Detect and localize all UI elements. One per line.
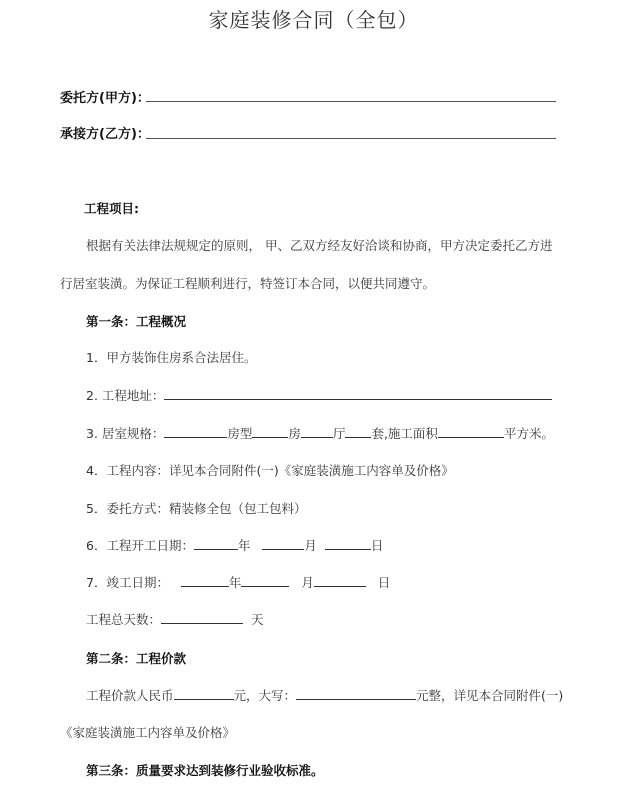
total-days-label: 工程总天数： [86, 612, 162, 627]
item-6-label: 6．工程开工日期： [86, 538, 194, 553]
document-title: 家庭装修合同（全包） [208, 8, 419, 32]
address-blank[interactable] [164, 388, 552, 400]
item-3-text-rooms: 房 [288, 426, 301, 441]
price-text-words: 元，大写： [233, 688, 297, 703]
item-3 [86, 424, 554, 442]
price-line [86, 686, 563, 704]
price-text-annex: 元整，详见本合同附件(一) [416, 688, 564, 703]
suites-blank[interactable] [345, 426, 371, 438]
party-b-blank[interactable] [146, 137, 556, 139]
item-6 [86, 536, 383, 554]
item-6-month: 月 [304, 538, 317, 553]
total-days-unit: 天 [250, 612, 264, 627]
item-7 [86, 573, 390, 591]
item-3-text-layout: 房型 [227, 426, 253, 441]
item-7-label: 7．竣工日期： [86, 575, 169, 590]
rooms-blank[interactable] [252, 426, 288, 438]
item-3-text-area: 套,施工面积 [371, 426, 438, 441]
article-3-heading: 第三条：质量要求达到装修行业验收标准。 [86, 763, 324, 778]
item-2-label: 2. 工程地址： [86, 388, 165, 403]
price-line-continued: 《家庭装潢施工内容单及价格》 [60, 725, 236, 740]
start-day-blank[interactable] [325, 538, 371, 550]
total-days [86, 610, 263, 628]
item-5: 5．委托方式：精装修全包（包工包料） [86, 501, 307, 516]
item-7-day: 日 [377, 575, 391, 590]
layout-blank[interactable] [164, 426, 227, 438]
item-6-year: 年 [237, 538, 251, 553]
end-day-blank[interactable] [314, 575, 366, 587]
item-6-day: 日 [370, 538, 384, 553]
item-3-label: 3. 居室规格： [86, 426, 165, 441]
intro-line-1: 根据有关法律法规规定的原则， 甲、乙双方经友好洽谈和协商，甲方决定委托乙方进 [86, 238, 553, 253]
start-month-blank[interactable] [262, 538, 304, 550]
article-1-heading: 第一条：工程概况 [86, 314, 187, 329]
item-4: 4．工程内容：详见本合同附件(一)《家庭装潢施工内容单及价格》 [86, 463, 454, 478]
party-b-label: 承接方(乙方)： [60, 127, 150, 142]
item-7-year: 年 [228, 575, 242, 590]
article-2-heading: 第二条：工程价款 [86, 651, 187, 666]
item-3-text-halls: 厅 [332, 426, 346, 441]
total-days-blank[interactable] [161, 612, 243, 624]
price-words-blank[interactable] [296, 688, 416, 700]
item-2 [86, 386, 552, 404]
start-year-blank[interactable] [194, 538, 238, 550]
price-number-blank[interactable] [174, 688, 234, 700]
party-a-blank[interactable] [146, 100, 556, 102]
end-year-blank[interactable] [181, 575, 229, 587]
intro-line-2: 行居室装潢。为保证工程顺利进行，特签订本合同，以便共同遵守。 [60, 276, 436, 291]
item-7-month: 月 [301, 575, 314, 590]
halls-blank[interactable] [301, 426, 333, 438]
item-3-text-unit: 平方米。 [503, 426, 554, 441]
project-heading: 工程项目: [84, 201, 139, 216]
item-1: 1．甲方装饰住房系合法居住。 [86, 350, 257, 365]
end-month-blank[interactable] [241, 575, 289, 587]
party-a-label: 委托方(甲方)： [60, 91, 150, 106]
area-blank[interactable] [438, 426, 504, 438]
price-text-rmb: 工程价款人民币 [86, 688, 174, 703]
